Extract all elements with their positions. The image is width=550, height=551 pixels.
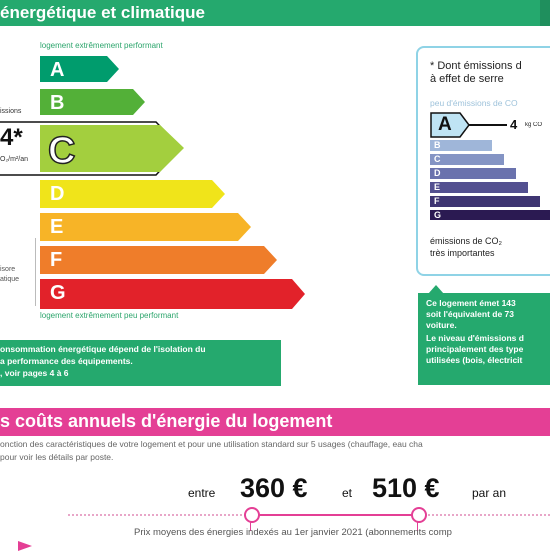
- dpe-note-line-2: a performance des équipements.: [0, 356, 133, 366]
- ges-bar-e: [430, 182, 528, 193]
- dpe-header-title: énergétique et climatique: [0, 3, 205, 22]
- dpe-bar-b: [40, 89, 146, 115]
- ges-note-line-2: à effet de serre: [430, 73, 504, 85]
- dpe-bar-a-letter: A: [50, 59, 65, 81]
- ges-bar-e-letter: E: [434, 182, 441, 192]
- ges-bar-c-letter: C: [434, 154, 441, 164]
- dpe-note-line-3: , voir pages 4 à 6: [0, 368, 69, 378]
- ges-note-line-b: soit l'équivalent de 73: [426, 309, 514, 319]
- ges-value: 4: [510, 117, 518, 132]
- ges-bar-g-letter: G: [434, 210, 442, 220]
- dpe-note-line-1: onsommation énergétique dépend de l'isolation du: [0, 344, 206, 354]
- dpe-bottom-label: logement extrêmement peu performant: [40, 311, 179, 320]
- dpe-bar-a: [40, 56, 120, 82]
- ges-bar-d: [430, 168, 516, 179]
- dpe-bar-f-letter: F: [50, 249, 63, 271]
- dpe-note: [0, 340, 281, 386]
- bracket-line: [35, 238, 36, 306]
- left-small-text-3: atique: [0, 276, 20, 283]
- ges-bottom-label-2: très importantes: [430, 248, 495, 258]
- ges-bar-c: [430, 154, 504, 165]
- costs-text-2: pour voir les détails par poste.: [0, 452, 114, 462]
- costs-header: [0, 408, 550, 436]
- costs-high: 510 €: [372, 473, 440, 503]
- costs-par-an: par an: [472, 486, 507, 500]
- ges-note-line-d: Le niveau d'émissions d: [426, 333, 524, 343]
- ges-bar-d-letter: D: [434, 168, 441, 178]
- ges-unit: kg CO: [525, 122, 543, 128]
- costs-entre: entre: [188, 486, 216, 500]
- left-small-text-2: isore: [0, 266, 16, 273]
- ges-bar-b: [430, 140, 492, 151]
- ges-note: [418, 293, 550, 385]
- dpe-header: [0, 0, 550, 26]
- ges-bottom-label-1: émissions de CO₂: [430, 236, 503, 246]
- ges-note-line-c: voiture.: [426, 320, 457, 330]
- ges-top-label: peu d'émissions de CO: [430, 98, 518, 108]
- dpe-bar-b-letter: B: [50, 92, 65, 114]
- ges-bar-g: [430, 210, 550, 220]
- ges-bar-f: [430, 196, 540, 207]
- ges-scale: [430, 140, 550, 220]
- ges-bar-f-letter: F: [434, 196, 440, 206]
- costs-header-title: s coûts annuels d'énergie du logement: [0, 411, 333, 431]
- ges-current-marker: [430, 112, 470, 138]
- costs-text-1: onction des caractéristiques de votre logement et pour une utilisation standard sur 5 usages (chauffage, eau cha: [0, 439, 423, 449]
- dpe-bar-f: [40, 246, 278, 274]
- svg-text:C: C: [48, 130, 76, 172]
- left-small-text-1: issions: [0, 108, 22, 115]
- ges-pointer-line: [469, 124, 507, 126]
- header-tab: [540, 0, 550, 26]
- dpe-bar-g-letter: G: [50, 282, 66, 304]
- ges-current-letter: A: [438, 114, 452, 135]
- dpe-top-label: logement extrêmement performant: [40, 41, 163, 50]
- ges-note-line-1: * Dont émissions d: [430, 60, 522, 72]
- ges-bar-b-letter: B: [434, 140, 441, 150]
- ges-note-line-f: utilisées (bois, électricit: [426, 355, 523, 365]
- costs-et: et: [342, 486, 353, 500]
- energy-value: 4*: [0, 124, 23, 151]
- ges-note-line-e: principalement des type: [426, 344, 524, 354]
- dpe-bar-g: [40, 279, 306, 309]
- dpe-bar-c: [40, 125, 185, 172]
- energy-unit: O₂/m²/an: [0, 156, 28, 163]
- dpe-bar-e: [40, 213, 252, 241]
- dpe-bar-d-letter: D: [50, 183, 65, 205]
- costs-low: 360 €: [240, 473, 308, 503]
- costs-prix-note: Prix moyens des énergies indexés au 1er janvier 2021 (abonnements comp: [134, 527, 452, 538]
- dpe-bar-e-letter: E: [50, 216, 64, 238]
- dpe-scale: [40, 56, 310, 309]
- dpe-bar-d: [40, 180, 226, 208]
- costs-range-fill: [252, 514, 417, 516]
- costs-range-low-handle: [244, 507, 260, 523]
- costs-range-high-handle: [411, 507, 427, 523]
- ges-note-line-a: Ce logement émet 143: [426, 298, 516, 308]
